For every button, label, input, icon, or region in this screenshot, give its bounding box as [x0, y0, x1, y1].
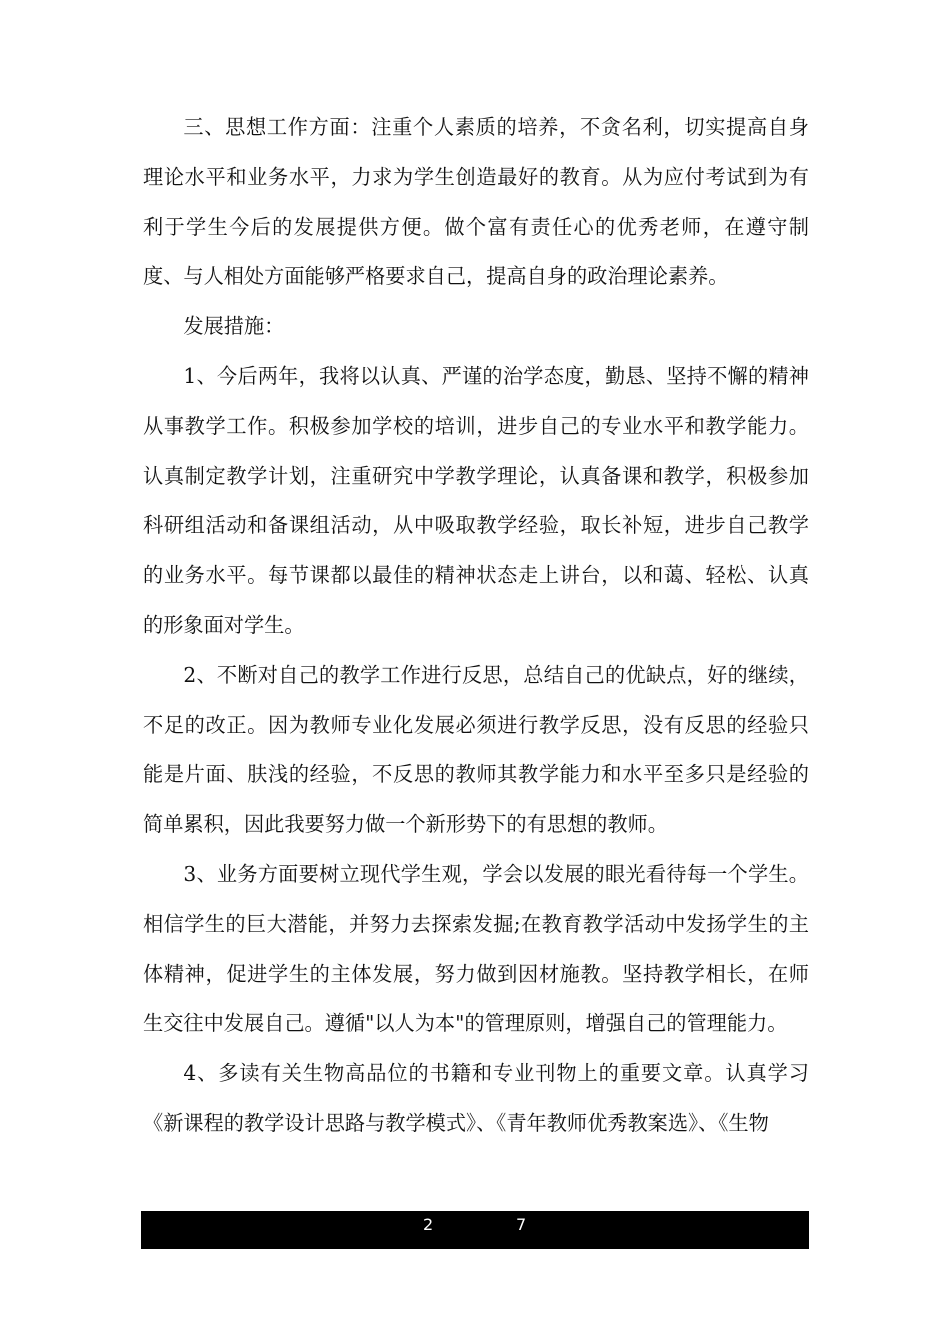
- paragraph-measure-2: 2、不断对自己的教学工作进行反思，总结自己的优缺点，好的继续，不足的改正。因为教师专业化发展必须进行教学反思，没有反思的经验只能是片面、肤浅的经验，不反思的教师其教学能力和水平至多只是经验的简单累积，因此我要努力做一个新形势下的有思想的教师。: [143, 662, 809, 837]
- document-body: [143, 103, 809, 1149]
- page-number-total: 7: [516, 1215, 527, 1234]
- page-footer-bar: [141, 1211, 809, 1249]
- page-number-current: 2: [423, 1215, 434, 1234]
- paragraph-measure-3: 3、业务方面要树立现代学生观，学会以发展的眼光看待每一个学生。相信学生的巨大潜能，并努力去探索发掘;在教育教学活动中发扬学生的主体精神，促进学生的主体发展，努力做到因材施教。坚持教学相长，在师生交往中发展自己。遵循"以人为本"的管理原则，增强自己的管理能力。: [143, 861, 809, 1036]
- paragraph-development-measures-heading: 发展措施：: [183, 314, 285, 339]
- paragraph-ideological-work: 三、思想工作方面：注重个人素质的培养，不贪名利，切实提高自身理论水平和业务水平，力求为学生创造最好的教育。从为应付考试到为有利于学生今后的发展提供方便。做个富有责任心的优秀老师，在遵守制度、与人相处方面能够严格要求自己，提高自身的政治理论素养。: [143, 115, 809, 289]
- paragraph-measure-1: 1、今后两年，我将以认真、严谨的治学态度，勤恳、坚持不懈的精神从事教学工作。积极参加学校的培训，进步自己的专业水平和教学能力。认真制定教学计划，注重研究中学教学理论，认真备课和教学，积极参加科研组活动和备课组活动，从中吸取教学经验，取长补短，进步自己教学的业务水平。每节课都以最佳的精神状态走上讲台，以和蔼、轻松、认真的形象面对学生。: [143, 363, 809, 637]
- paragraph-measure-4: 4、多读有关生物高品位的书籍和专业刊物上的重要文章。认真学习《新课程的教学设计思路与教学模式》、《青年教师优秀教案选》、《生物: [143, 1061, 809, 1135]
